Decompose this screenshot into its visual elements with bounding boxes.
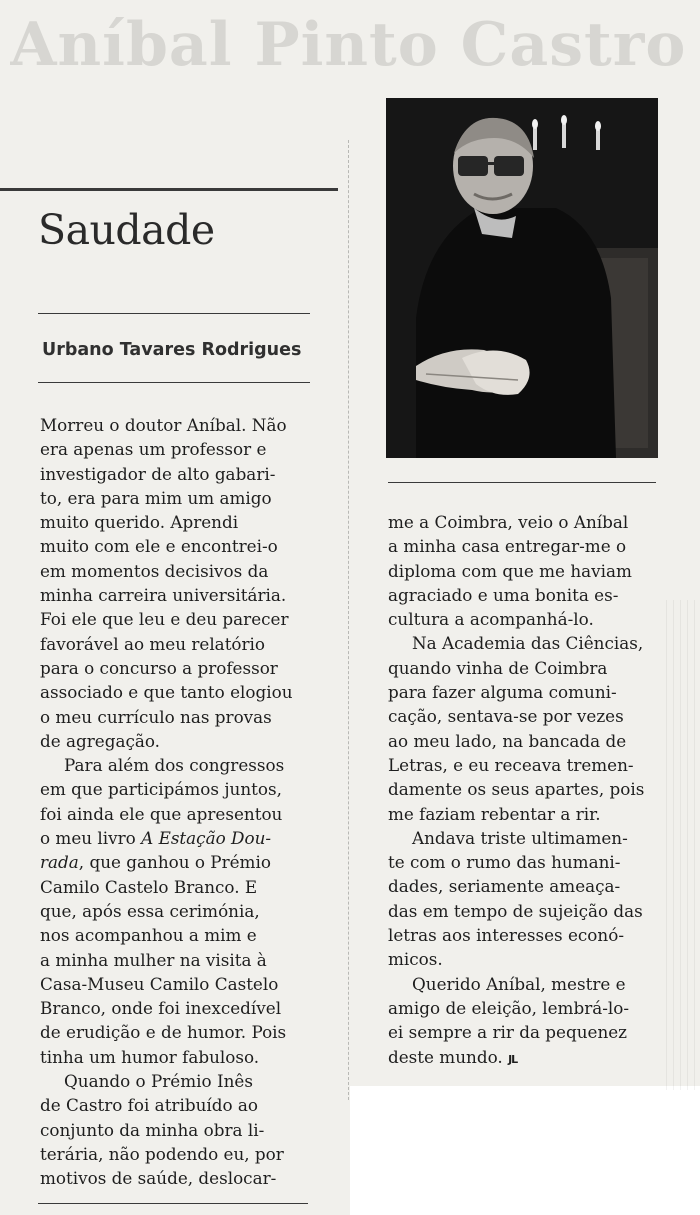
author-bottom-rule (38, 382, 310, 383)
paragraph-7 (388, 972, 698, 1072)
paragraph-4: me a Coimbra, veio o Aníbal a minha casa entregar-me o diploma com que me haviam agraciado e uma bonita es- cultura a acompanhá-lo. (388, 512, 632, 630)
paragraph-2-part-a: Para além dos congressos em que participámos juntos, foi ainda ele que apresentou o meu livro (40, 755, 285, 849)
end-mark: JL (508, 1052, 518, 1066)
article-body-left (40, 413, 340, 1191)
banner-name: Aníbal Pinto Castro (10, 10, 687, 80)
paragraph-7-text: Querido Aníbal, mestre e amigo de eleição, lembrá-lo- ei sempre a rir da pequenez deste mundo. (388, 973, 630, 1067)
paragraph-3: Quando o Prémio Inês de Castro foi atribuído ao conjunto da minha obra li- terária, não podendo eu, por motivos de saúde, deslocar- (40, 1071, 284, 1189)
paragraph-2-part-b: , que ganhou o Prémio Camilo Castelo Branco. E que, após essa cerimónia, nos acompanhou a mim e a minha mulher na visita à Casa-Museu Camilo Castelo Branco, onde foi inexcedível de erudição e de humor. Pois tinha um humor fabuloso. (40, 852, 287, 1067)
column-divider (348, 140, 349, 1100)
photo-bottom-rule (388, 482, 656, 483)
scan-noise (660, 600, 700, 1090)
title-top-rule (0, 188, 338, 191)
paragraph-6: Andava triste ultimamen- te com o rumo das humani- dades, seriamente ameaça- das em tempo de sujeição das letras aos interesses econó- micos. (388, 827, 643, 970)
book-title: A Estação Dou- rada (40, 828, 272, 873)
portrait-illustration (386, 98, 658, 458)
paragraph-5: Na Academia das Ciências, quando vinha de Coimbra para fazer alguma comuni- cação, sentava-se por vezes ao meu lado, na bancada de Letras, e eu receava tremen- damente os seus apartes, pois me faziam rebentar a rir. (388, 633, 645, 824)
author-top-rule (38, 313, 310, 314)
article-title: Saudade (38, 206, 215, 254)
article-body-right (388, 510, 698, 1072)
portrait-photo (386, 98, 658, 458)
paragraph-1: Morreu o doutor Aníbal. Não era apenas um professor e investigador de alto gabari- to, era para mim um amigo muito querido. Aprendi muito com ele e encontrei-o em momentos decisivos da minha carreira universitária. Foi ele que leu e deu parecer favorável ao meu relatório para o concurso a professor associado e que tanto elogiou o meu currículo nas provas de agregação. (40, 415, 293, 751)
author-byline: Urbano Tavares Rodrigues (42, 340, 302, 360)
paragraph-2 (40, 753, 340, 1069)
left-column-end-rule (38, 1203, 308, 1204)
